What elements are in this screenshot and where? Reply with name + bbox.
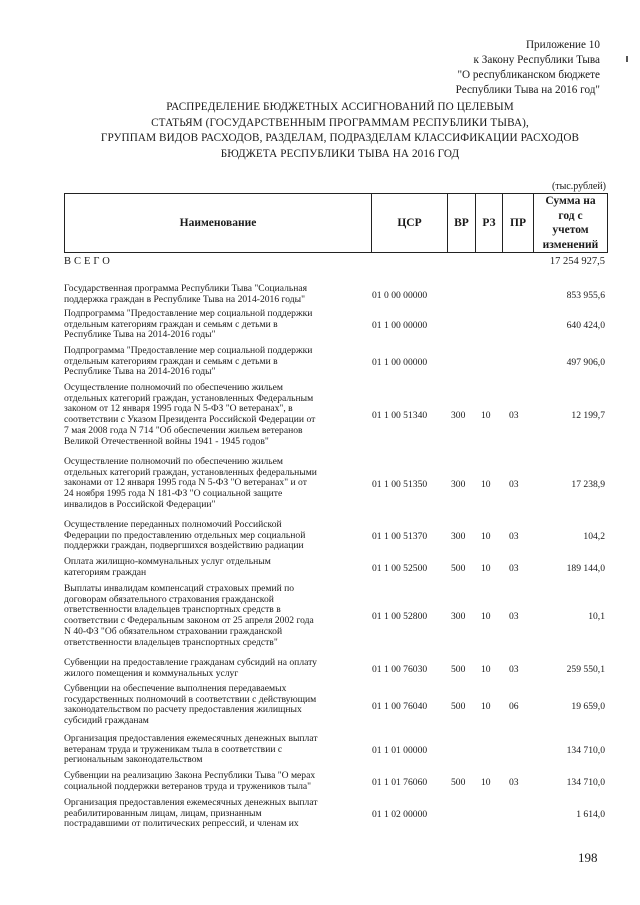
row-name-line: Республике Тыва на 2014-2016 годы" bbox=[64, 366, 216, 378]
row-amount: 12 199,7 bbox=[571, 410, 605, 421]
row-rz: 10 bbox=[481, 563, 491, 574]
appendix-note bbox=[456, 38, 600, 98]
row-pr: 06 bbox=[509, 701, 519, 712]
row-amount: 853 955,6 bbox=[566, 290, 605, 301]
row-rz: 10 bbox=[481, 611, 491, 622]
row-pr: 03 bbox=[509, 479, 519, 490]
row-name-line: соответствии с Указом Президента Российской Федерации от bbox=[64, 414, 316, 426]
row-name bbox=[64, 457, 362, 511]
row-name-line: законодательством по расчету предоставления жилищных bbox=[64, 704, 302, 716]
row-name-line: отдельным категориям граждан и семьям с детьми в bbox=[64, 355, 278, 367]
row-name-line: категориям граждан bbox=[64, 566, 147, 578]
row-pr: 03 bbox=[509, 410, 519, 421]
row-csr: 01 1 00 52500 bbox=[372, 563, 428, 574]
title-line: БЮДЖЕТА РЕСПУБЛИКИ ТЫВА НА 2016 ГОД bbox=[220, 147, 460, 160]
row-name-line: поддержки граждан, подвергшихся воздействию радиации bbox=[64, 540, 304, 552]
header-sum-line: Сумма на bbox=[545, 195, 596, 207]
row-name-line: Организация предоставления ежемесячных денежных выплат bbox=[64, 733, 318, 744]
row-rz: 10 bbox=[481, 701, 491, 712]
row-name-line: Республике Тыва на 2014-2016 годы" bbox=[64, 329, 216, 341]
row-name-line: договорам обязательного страхования гражданской bbox=[64, 593, 274, 605]
row-vr: 300 bbox=[451, 410, 466, 421]
row-name-line: ветеранам труда и труженикам тыла в соответствии с bbox=[64, 743, 283, 755]
row-name-line: Субвенции на обеспечение выполнения передаваемых bbox=[64, 683, 287, 694]
header-sum bbox=[533, 194, 607, 252]
row-amount: 19 659,0 bbox=[571, 701, 605, 712]
header-csr: ЦСР bbox=[371, 194, 447, 252]
row-name bbox=[64, 557, 362, 578]
row-csr: 01 1 00 51340 bbox=[372, 410, 428, 421]
row-vr: 500 bbox=[451, 563, 466, 574]
header-sum-line: год с bbox=[558, 209, 583, 222]
row-name bbox=[64, 658, 362, 679]
document-title bbox=[60, 100, 620, 162]
row-name-line: реабилитированным лицам, лицам, признанным bbox=[64, 807, 262, 819]
title-line: СТАТЬЯМ (ГОСУДАРСТВЕННЫМ ПРОГРАММАМ РЕСПУБЛИКИ ТЫВА), bbox=[151, 116, 529, 129]
row-rz: 10 bbox=[481, 777, 491, 788]
row-name-line: Организация предоставления ежемесячных денежных выплат bbox=[64, 797, 318, 808]
row-rz: 10 bbox=[481, 479, 491, 490]
row-name bbox=[64, 383, 362, 447]
row-rz: 10 bbox=[481, 664, 491, 675]
row-vr: 500 bbox=[451, 777, 466, 788]
row-csr: 01 1 00 51350 bbox=[372, 479, 428, 490]
row-name-line: отдельным категориям граждан и семьям с детьми в bbox=[64, 318, 278, 330]
title-line: ГРУППАМ ВИДОВ РАСХОДОВ, РАЗДЕЛАМ, ПОДРАЗДЕЛАМ КЛАССИФИКАЦИИ РАСХОДОВ bbox=[100, 132, 580, 145]
row-name-line: социальной поддержки ветеранов труда и тружеников тыла" bbox=[64, 780, 312, 792]
row-vr: 300 bbox=[451, 611, 466, 622]
row-name-line: соответствии с Федеральным законом от 25 апреля 2002 года bbox=[64, 615, 314, 627]
appendix-line: к Закону Республики Тыва bbox=[473, 54, 600, 66]
row-amount: 134 710,0 bbox=[566, 745, 605, 756]
total-amount: 17 254 927,5 bbox=[549, 256, 605, 267]
header-vr: ВР bbox=[447, 194, 475, 252]
row-name bbox=[64, 584, 362, 648]
row-name-line: региональным законодательством bbox=[64, 754, 203, 766]
scan-edge-mark bbox=[626, 56, 628, 62]
row-name-line: Подпрограмма "Предоставление мер социальной поддержки bbox=[64, 345, 313, 356]
row-amount: 134 710,0 bbox=[566, 777, 605, 788]
row-amount: 17 238,9 bbox=[571, 479, 605, 490]
row-name-line: Осуществление полномочий по обеспечению жильем bbox=[64, 456, 283, 467]
row-name-line: Великой Отечественной войны 1941 - 1945 годов" bbox=[64, 435, 269, 447]
row-name-line: ответственности владельцев транспортных средств в bbox=[64, 604, 281, 616]
row-name-line: 24 ноября 1995 года N 181-ФЗ "О социальной защите bbox=[64, 488, 283, 500]
header-sum-line: изменений bbox=[542, 238, 599, 251]
units-label: (тыс.рублей) bbox=[551, 181, 606, 192]
row-name-line: Субвенции на реализацию Закона Республики Тыва "О мерах bbox=[64, 770, 316, 781]
header-pr: ПР bbox=[502, 194, 533, 252]
row-vr: 300 bbox=[451, 479, 466, 490]
row-csr: 01 1 01 76060 bbox=[372, 777, 428, 788]
row-csr: 01 1 00 00000 bbox=[372, 320, 428, 331]
row-name-line: Субвенции на предоставление гражданам субсидий на оплату bbox=[64, 657, 317, 668]
header-name: Наименование bbox=[179, 217, 257, 229]
row-name-line: Оплата жилищно-коммунальных услуг отдельным bbox=[64, 556, 271, 567]
row-name-line: Федерации по предоставлению отдельных мер социальной bbox=[64, 529, 306, 541]
row-name bbox=[64, 684, 362, 727]
row-csr: 01 0 00 00000 bbox=[372, 290, 428, 301]
row-name-line: инвалидов в Российской Федерации" bbox=[64, 498, 216, 510]
row-amount: 497 906,0 bbox=[566, 357, 605, 368]
row-name bbox=[64, 520, 362, 552]
header-rz: РЗ bbox=[475, 194, 502, 252]
row-csr: 01 1 00 76030 bbox=[372, 664, 428, 675]
row-csr: 01 1 00 00000 bbox=[372, 357, 428, 368]
row-name-line: пострадавшими от политических репрессий, и членам их bbox=[64, 818, 299, 830]
row-name-line: Государственная программа Республики Тыва "Социальная bbox=[64, 283, 308, 294]
row-pr: 03 bbox=[509, 531, 519, 542]
row-name-line: отдельных категорий граждан, установленных Федеральным bbox=[64, 392, 314, 404]
row-name-line: законом от 12 января 1995 года N 5-ФЗ "О ветеранах", в bbox=[64, 403, 293, 415]
row-name bbox=[64, 798, 362, 830]
row-name-line: жилого помещения и коммунальных услуг bbox=[64, 667, 239, 679]
table-header bbox=[64, 193, 608, 253]
row-name bbox=[64, 284, 362, 305]
row-csr: 01 1 00 52800 bbox=[372, 611, 428, 622]
total-label: ВСЕГО bbox=[64, 256, 113, 267]
header-sum-line: учетом bbox=[552, 224, 589, 236]
row-csr: 01 1 00 76040 bbox=[372, 701, 428, 712]
row-name-line: Выплаты инвалидам компенсаций страховых премий по bbox=[64, 583, 295, 594]
row-amount: 189 144,0 bbox=[566, 563, 605, 574]
row-amount: 1 614,0 bbox=[576, 809, 605, 820]
row-vr: 500 bbox=[451, 701, 466, 712]
row-pr: 03 bbox=[509, 777, 519, 788]
row-pr: 03 bbox=[509, 664, 519, 675]
row-name-line: Подпрограмма "Предоставление мер социальной поддержки bbox=[64, 308, 313, 319]
row-name-line: отдельных категорий граждан, установленных федеральными bbox=[64, 466, 317, 478]
row-rz: 10 bbox=[481, 410, 491, 421]
appendix-line: "О республиканском бюджете bbox=[457, 69, 600, 81]
appendix-line: Приложение 10 bbox=[525, 39, 600, 51]
row-name-line: законами от 12 января 1995 года N 5-ФЗ "О ветеранах" и от bbox=[64, 477, 307, 489]
row-amount: 10,1 bbox=[588, 611, 605, 622]
row-amount: 104,2 bbox=[583, 531, 605, 542]
row-pr: 03 bbox=[509, 611, 519, 622]
row-name-line: государственных полномочий в соответствии с действующим bbox=[64, 693, 317, 705]
row-amount: 640 424,0 bbox=[566, 320, 605, 331]
row-name-line: Осуществление переданных полномочий Российской bbox=[64, 519, 282, 530]
row-rz: 10 bbox=[481, 531, 491, 542]
row-name-line: ответственности владельцев транспортных средств" bbox=[64, 636, 278, 648]
page-number: 198 bbox=[578, 850, 598, 865]
row-name-line: N 40-ФЗ "Об обязательном страховании гражданской bbox=[64, 625, 283, 637]
row-amount: 259 550,1 bbox=[566, 664, 605, 675]
row-vr: 300 bbox=[451, 531, 466, 542]
row-vr: 500 bbox=[451, 664, 466, 675]
title-line: РАСПРЕДЕЛЕНИЕ БЮДЖЕТНЫХ АССИГНОВАНИЙ ПО ЦЕЛЕВЫМ bbox=[166, 101, 514, 113]
row-name bbox=[64, 309, 362, 341]
row-name-line: Осуществление полномочий по обеспечению жильем bbox=[64, 382, 283, 393]
row-name-line: поддержка граждан в Республике Тыва на 2014-2016 годы" bbox=[64, 293, 306, 305]
row-name-line: субсидий гражданам bbox=[64, 715, 149, 727]
row-name bbox=[64, 346, 362, 378]
row-pr: 03 bbox=[509, 563, 519, 574]
appendix-line: Республики Тыва на 2016 год" bbox=[455, 84, 600, 96]
row-csr: 01 1 02 00000 bbox=[372, 809, 428, 820]
row-csr: 01 1 00 51370 bbox=[372, 531, 428, 542]
row-csr: 01 1 01 00000 bbox=[372, 745, 428, 756]
row-name-line: 7 мая 2008 года N 714 "Об обеспечении жильем ветеранов bbox=[64, 424, 303, 436]
row-name bbox=[64, 771, 362, 792]
row-name bbox=[64, 734, 362, 766]
